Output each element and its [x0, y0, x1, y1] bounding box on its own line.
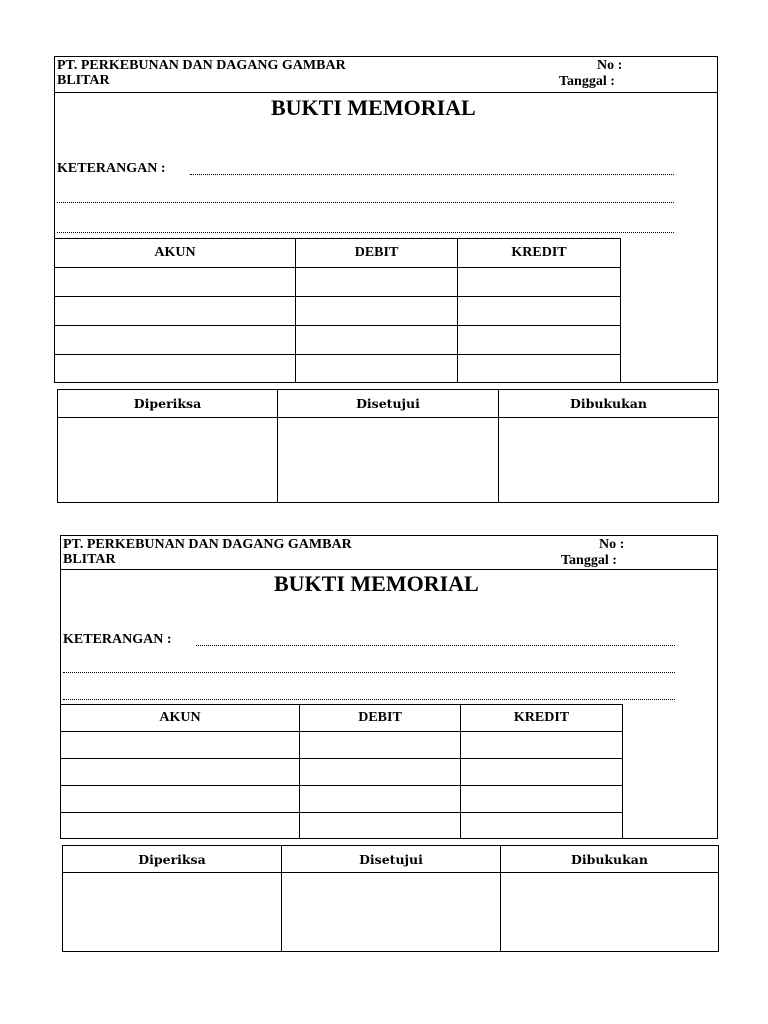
header-kredit: KREDIT [458, 239, 621, 268]
tanggal-label: Tanggal : [561, 553, 617, 568]
company-name-line1: PT. PERKEBUNAN DAN DAGANG GAMBAR [63, 537, 352, 552]
kredit-cell [461, 759, 623, 786]
header-kredit: KREDIT [461, 705, 623, 732]
company-name-line2: BLITAR [57, 73, 110, 88]
diperiksa-signature-cell [63, 873, 282, 952]
header-dibukukan: Dibukukan [501, 846, 719, 873]
form-header [55, 57, 717, 93]
table-row [61, 732, 623, 759]
debit-cell [296, 297, 458, 326]
kredit-cell [461, 786, 623, 813]
akun-cell [61, 759, 300, 786]
form-title: BUKTI MEMORIAL [274, 571, 479, 596]
signature-header [63, 846, 719, 873]
account-table [54, 238, 621, 383]
table-row [61, 813, 623, 839]
kredit-cell [461, 813, 623, 839]
form-main-box [60, 535, 718, 839]
account-table-header [61, 705, 623, 732]
header-diperiksa: Diperiksa [58, 390, 278, 418]
header-akun: AKUN [55, 239, 296, 268]
keterangan-dotted-line-1 [190, 174, 674, 175]
table-row [61, 759, 623, 786]
form-header [61, 536, 717, 570]
company-name [57, 58, 346, 88]
table-row [55, 355, 621, 383]
form-main-box [54, 56, 718, 383]
kredit-cell [461, 732, 623, 759]
company-name [63, 537, 352, 567]
disetujui-signature-cell [278, 418, 499, 503]
account-table-header [55, 239, 621, 268]
signature-table [57, 389, 719, 503]
kredit-cell [458, 268, 621, 297]
keterangan-dotted-line-2 [57, 202, 674, 203]
table-row [55, 297, 621, 326]
dibukukan-signature-cell [501, 873, 719, 952]
akun-cell [55, 355, 296, 383]
company-name-line1: PT. PERKEBUNAN DAN DAGANG GAMBAR [57, 58, 346, 73]
akun-cell [61, 732, 300, 759]
akun-cell [55, 297, 296, 326]
table-row [55, 326, 621, 355]
dibukukan-signature-cell [499, 418, 719, 503]
signature-header [58, 390, 719, 418]
debit-cell [296, 268, 458, 297]
debit-cell [300, 759, 461, 786]
akun-cell [55, 326, 296, 355]
signature-row [63, 873, 719, 952]
no-label: No : [599, 537, 625, 552]
signature-row [58, 418, 719, 503]
kredit-cell [458, 297, 621, 326]
header-debit: DEBIT [300, 705, 461, 732]
table-row [61, 786, 623, 813]
debit-cell [300, 786, 461, 813]
akun-cell [61, 813, 300, 839]
tanggal-label: Tanggal : [559, 74, 615, 89]
debit-cell [296, 355, 458, 383]
header-diperiksa: Diperiksa [63, 846, 282, 873]
company-name-line2: BLITAR [63, 552, 116, 567]
keterangan-dotted-line-3 [63, 699, 675, 700]
kredit-cell [458, 355, 621, 383]
signature-table [62, 845, 719, 952]
header-disetujui: Disetujui [282, 846, 501, 873]
keterangan-dotted-line-3 [57, 232, 674, 233]
header-disetujui: Disetujui [278, 390, 499, 418]
header-akun: AKUN [61, 705, 300, 732]
debit-cell [296, 326, 458, 355]
keterangan-label: KETERANGAN : [63, 632, 172, 647]
disetujui-signature-cell [282, 873, 501, 952]
form-title: BUKTI MEMORIAL [271, 95, 476, 120]
debit-cell [300, 732, 461, 759]
akun-cell [61, 786, 300, 813]
debit-cell [300, 813, 461, 839]
keterangan-dotted-line-1 [196, 645, 675, 646]
kredit-cell [458, 326, 621, 355]
keterangan-dotted-line-2 [63, 672, 675, 673]
table-row [55, 268, 621, 297]
account-table [60, 704, 623, 839]
no-label: No : [597, 58, 623, 73]
diperiksa-signature-cell [58, 418, 278, 503]
header-debit: DEBIT [296, 239, 458, 268]
header-dibukukan: Dibukukan [499, 390, 719, 418]
keterangan-label: KETERANGAN : [57, 161, 166, 176]
akun-cell [55, 268, 296, 297]
